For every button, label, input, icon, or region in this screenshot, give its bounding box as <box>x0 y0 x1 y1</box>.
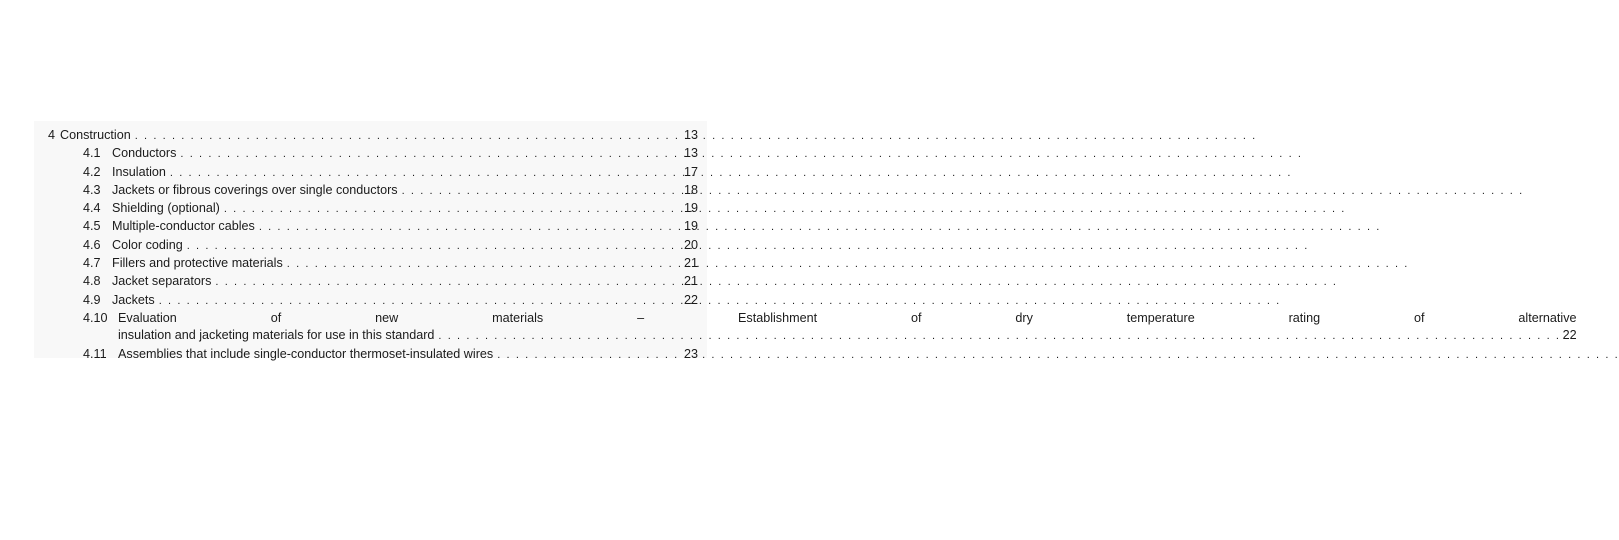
toc-entry-evaluation-new-materials[interactable] <box>48 310 1577 346</box>
toc-chapter-construction[interactable] <box>48 127 698 145</box>
toc-entry-assemblies-thermoset-wires[interactable] <box>48 346 698 364</box>
table-of-contents <box>48 127 1577 364</box>
title-word: of <box>911 310 922 325</box>
toc-page-number: 18 <box>683 182 698 197</box>
dot-leader <box>438 328 1560 345</box>
title-word: rating <box>1288 310 1321 325</box>
toc-entry-number: 4.11 <box>83 346 107 361</box>
toc-entry-fillers-protective-materials[interactable] <box>48 255 698 273</box>
dot-leader <box>497 347 682 364</box>
title-word: temperature <box>1126 310 1195 325</box>
toc-entry-number: 4.9 <box>83 292 101 307</box>
title-word: new <box>375 310 399 325</box>
dot-leader <box>170 165 682 182</box>
toc-page-number: 13 <box>683 146 698 161</box>
toc-entry-multiple-conductor-cables[interactable] <box>48 218 698 236</box>
dot-leader <box>224 201 682 218</box>
dot-leader <box>159 293 682 310</box>
toc-entry-jacket-separators[interactable] <box>48 273 698 291</box>
toc-entry-number: 4.10 <box>83 310 108 325</box>
dot-leader <box>180 146 682 163</box>
toc-entry-jackets[interactable] <box>48 292 698 310</box>
title-word: of <box>1414 310 1425 325</box>
toc-entry-title-block <box>118 310 1577 346</box>
toc-entry-title: Shielding (optional) <box>112 201 220 216</box>
toc-entry-number: 4.1 <box>83 146 101 161</box>
toc-page-number: 19 <box>683 201 698 216</box>
toc-entry-number: 4.4 <box>83 201 101 216</box>
title-word: materials <box>492 310 544 325</box>
toc-page-number: 23 <box>683 346 698 361</box>
toc-entry-title: Jacket separators <box>112 274 212 289</box>
toc-entry-number: 4.5 <box>83 219 101 234</box>
toc-entry-number: 4.6 <box>83 237 101 252</box>
dot-leader <box>215 274 682 291</box>
title-word: – <box>637 310 645 325</box>
toc-page-number: 21 <box>683 256 698 271</box>
toc-page-number: 21 <box>683 274 698 289</box>
dot-leader <box>402 183 682 200</box>
toc-entry-conductors[interactable] <box>48 145 698 163</box>
toc-entry-jackets-fibrous-coverings[interactable] <box>48 182 698 200</box>
toc-entry-number: 4.3 <box>83 182 101 197</box>
toc-entry-shielding[interactable] <box>48 200 698 218</box>
toc-page-number: 17 <box>683 164 698 179</box>
toc-entry-title: Color coding <box>112 237 183 252</box>
toc-entry-title-continuation: insulation and jacketing materials for use in this standard <box>118 328 435 343</box>
title-word: Establishment <box>738 310 818 325</box>
toc-page-number: 13 <box>683 128 698 142</box>
dot-leader <box>259 219 682 236</box>
title-word: dry <box>1015 310 1033 325</box>
toc-entry-title: Fillers and protective materials <box>112 256 283 271</box>
toc-page-number: 22 <box>683 292 698 307</box>
title-word: Evaluation <box>118 310 177 325</box>
toc-entry-title: Insulation <box>112 164 166 179</box>
title-word: of <box>270 310 282 325</box>
toc-page-number: 19 <box>683 219 698 234</box>
toc-entry-number: 4.7 <box>83 256 101 271</box>
toc-entry-number: 4.2 <box>83 164 101 179</box>
toc-entry-title: Jackets or fibrous coverings over single conductors <box>112 182 398 197</box>
dot-leader <box>187 238 682 255</box>
toc-entry-title: Jackets <box>112 292 155 307</box>
toc-entry-title-line-1 <box>118 310 1577 327</box>
toc-entry-title-line-2 <box>118 327 1577 345</box>
dot-leader <box>287 256 682 273</box>
toc-entry-number: 4.8 <box>83 274 101 289</box>
toc-entry-title: Assemblies that include single-conductor thermoset-insulated wires <box>118 346 494 361</box>
toc-entry-title: Multiple-conductor cables <box>112 219 255 234</box>
toc-entry-title: Conductors <box>112 146 177 161</box>
dot-leader <box>135 128 682 145</box>
toc-page-number: 20 <box>683 237 698 252</box>
toc-chapter-title: Construction <box>60 128 131 142</box>
toc-chapter-number: 4 <box>48 128 56 142</box>
title-word: alternative <box>1518 310 1577 325</box>
toc-entry-color-coding[interactable] <box>48 237 698 255</box>
toc-entry-insulation[interactable] <box>48 164 698 182</box>
toc-page-number: 22 <box>1562 328 1577 343</box>
